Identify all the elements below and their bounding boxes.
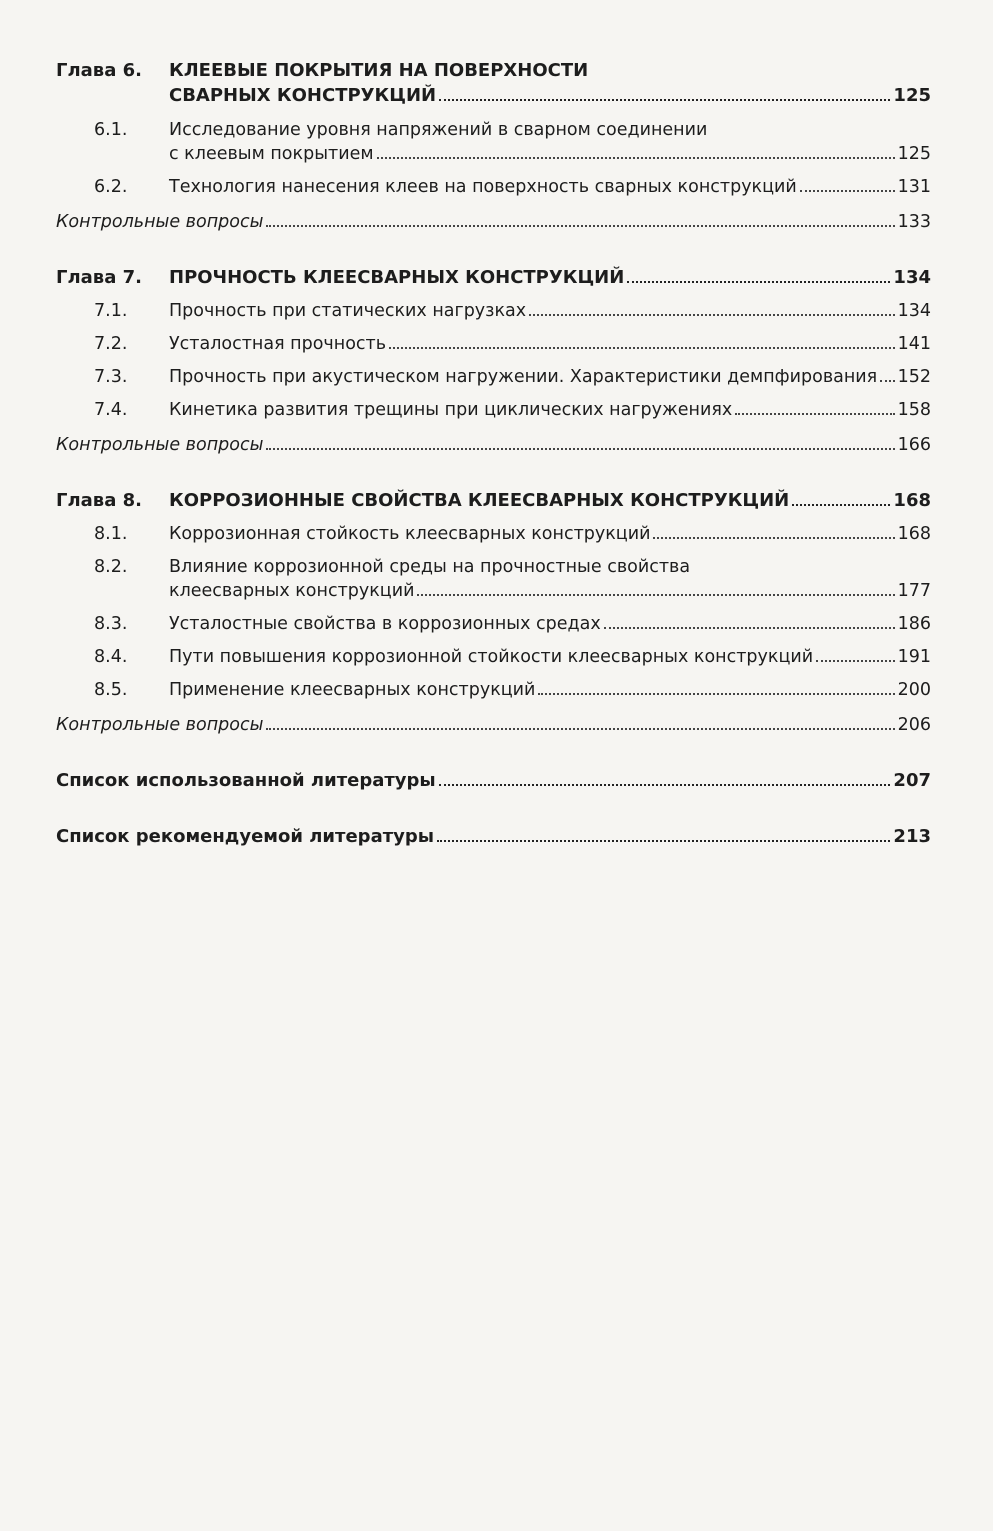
chapter-title: ПРОЧНОСТЬ КЛЕЕСВАРНЫХ КОНСТРУКЦИЙ (169, 267, 625, 288)
dot-leader (880, 380, 894, 382)
section-number: 7.1. (94, 301, 128, 321)
section-page-number: 200 (897, 680, 931, 700)
references-recommended-entry (56, 824, 931, 849)
section-number: 8.4. (94, 647, 128, 667)
toc-entry (56, 522, 931, 546)
chapter-page-number: 134 (893, 267, 931, 288)
dot-leader (417, 594, 894, 596)
chapter-page-number: 125 (893, 85, 931, 106)
control-questions-page: 206 (897, 715, 931, 735)
control-questions-label: Контрольные вопросы (56, 435, 264, 455)
toc-entry-continued (169, 142, 931, 166)
section-page-number: 125 (897, 144, 931, 164)
section-title-line2: клеесварных конструкций (169, 581, 415, 601)
section-title: Кинетика развития трещины при циклических нагружениях (169, 400, 733, 420)
dot-leader (439, 784, 891, 786)
dot-leader (377, 157, 895, 159)
section-number: 8.3. (94, 614, 128, 634)
section-title: Усталостные свойства в коррозионных средах (169, 614, 601, 634)
references-recommended-page: 213 (893, 826, 931, 847)
toc-entry-continued (169, 579, 931, 603)
section-page-number: 134 (897, 301, 931, 321)
dot-leader (792, 504, 890, 506)
section-number: 8.1. (94, 524, 128, 544)
toc-entry (56, 398, 931, 422)
control-questions-entry (56, 713, 931, 737)
dot-leader (529, 314, 894, 316)
section-page-number: 141 (897, 334, 931, 354)
toc-entry (56, 365, 931, 389)
section-page-number: 186 (897, 614, 931, 634)
section-title: Технология нанесения клеев на поверхность сварных конструкций (169, 177, 797, 197)
toc-entry (56, 332, 931, 356)
section-title-line2: с клеевым покрытием (169, 144, 374, 164)
section-title: Прочность при статических нагрузках (169, 301, 527, 321)
references-used-entry (56, 768, 931, 793)
control-questions-entry (56, 210, 931, 234)
dot-leader (816, 660, 894, 662)
dot-leader (735, 413, 894, 415)
references-used-page: 207 (893, 770, 931, 791)
section-title: Пути повышения коррозионной стойкости клеесварных конструкций (169, 647, 814, 667)
toc-entry (56, 612, 931, 636)
dot-leader (266, 448, 894, 450)
chapter-heading (56, 265, 931, 290)
section-title: Прочность при акустическом нагружении. Характеристики демпфирования (169, 367, 878, 387)
section-page-number: 168 (897, 524, 931, 544)
section-number: 7.4. (94, 400, 128, 420)
toc-entry (56, 555, 931, 579)
section-number: 6.1. (94, 120, 128, 140)
section-number: 8.2. (94, 557, 128, 577)
table-of-contents (56, 58, 931, 849)
toc-entry (56, 299, 931, 323)
dot-leader (437, 840, 890, 842)
section-number: 8.5. (94, 680, 128, 700)
control-questions-label: Контрольные вопросы (56, 212, 264, 232)
toc-entry (56, 175, 931, 199)
section-title: Применение клеесварных конструкций (169, 680, 536, 700)
dot-leader (538, 693, 894, 695)
control-questions-entry (56, 433, 931, 457)
toc-entry (56, 678, 931, 702)
section-page-number: 131 (897, 177, 931, 197)
dot-leader (653, 537, 894, 539)
toc-entry (56, 118, 931, 142)
section-title: Усталостная прочность (169, 334, 387, 354)
dot-leader (266, 728, 894, 730)
dot-leader (800, 190, 895, 192)
chapter-page-number: 168 (893, 490, 931, 511)
control-questions-page: 166 (897, 435, 931, 455)
chapter-label: Глава 8. (56, 490, 142, 511)
chapter-heading (56, 488, 931, 513)
section-page-number: 177 (897, 581, 931, 601)
dot-leader (627, 281, 890, 283)
dot-leader (604, 627, 895, 629)
chapter-heading (56, 58, 931, 83)
chapter-heading-continued (169, 83, 931, 108)
section-page-number: 152 (897, 367, 931, 387)
chapter-title: КОРРОЗИОННЫЕ СВОЙСТВА КЛЕЕСВАРНЫХ КОНСТРУКЦИЙ (169, 490, 790, 511)
dot-leader (266, 225, 894, 227)
references-recommended-label: Список рекомендуемой литературы (56, 826, 435, 847)
toc-entry (56, 645, 931, 669)
dot-leader (389, 347, 895, 349)
section-page-number: 191 (897, 647, 931, 667)
section-title: Влияние коррозионной среды на прочностные свойства (169, 557, 691, 577)
dot-leader (439, 99, 890, 101)
section-number: 6.2. (94, 177, 128, 197)
chapter-title-line2: СВАРНЫХ КОНСТРУКЦИЙ (169, 85, 437, 106)
chapter-label: Глава 7. (56, 267, 142, 288)
chapter-label: Глава 6. (56, 60, 142, 81)
references-used-label: Список использованной литературы (56, 770, 436, 791)
section-title: Исследование уровня напряжений в сварном соединении (169, 120, 708, 140)
section-title: Коррозионная стойкость клеесварных конструкций (169, 524, 651, 544)
control-questions-label: Контрольные вопросы (56, 715, 264, 735)
section-number: 7.2. (94, 334, 128, 354)
section-page-number: 158 (897, 400, 931, 420)
control-questions-page: 133 (897, 212, 931, 232)
section-number: 7.3. (94, 367, 128, 387)
chapter-title: КЛЕЕВЫЕ ПОКРЫТИЯ НА ПОВЕРХНОСТИ (169, 60, 589, 81)
